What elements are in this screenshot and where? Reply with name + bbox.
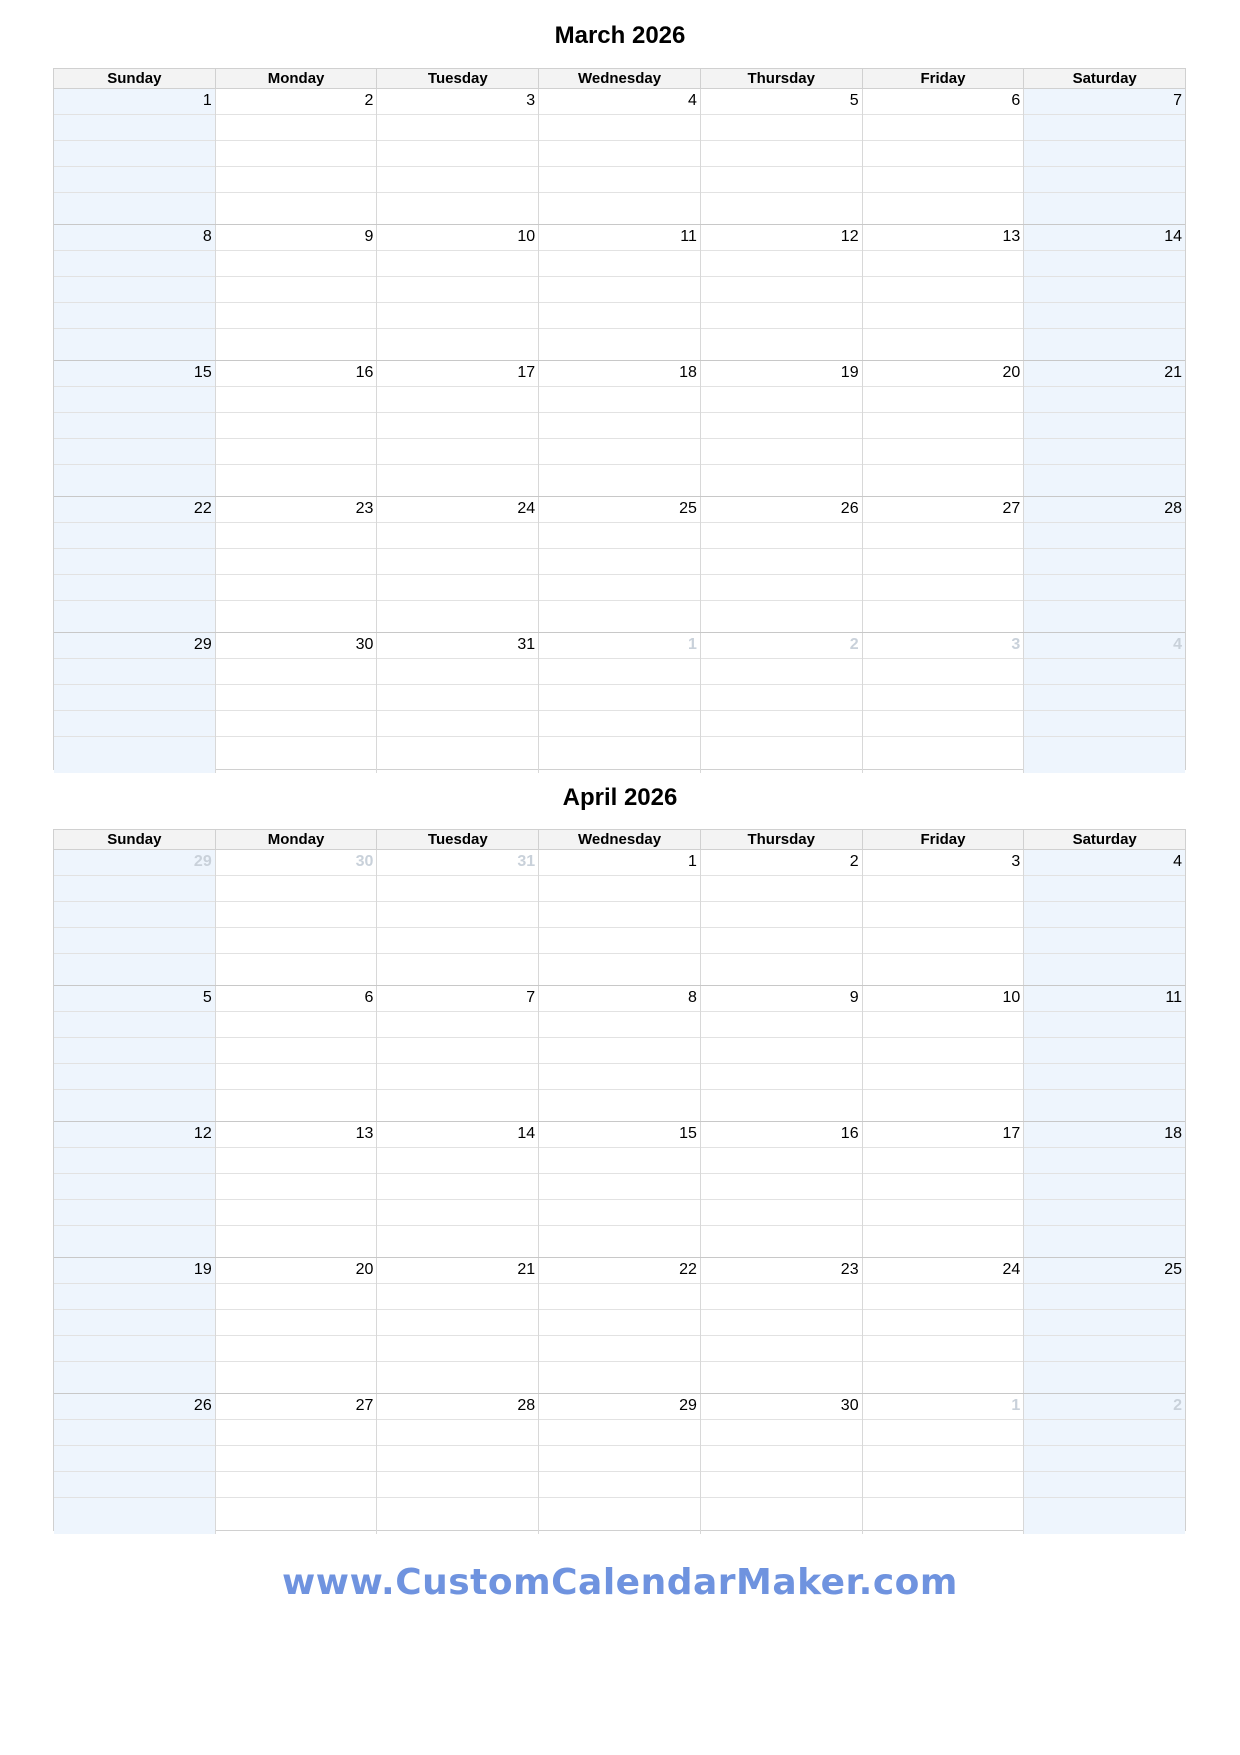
- day-number: 21: [1164, 364, 1183, 381]
- day-cell: [216, 1394, 378, 1534]
- day-number: 8: [687, 989, 697, 1006]
- day-cell: [54, 361, 216, 496]
- day-number: 7: [1173, 92, 1183, 109]
- day-number: 18: [679, 364, 697, 381]
- week-row: [54, 1258, 1185, 1394]
- day-cell: [377, 1122, 539, 1257]
- day-number: 5: [202, 989, 212, 1006]
- day-number: 26: [193, 1397, 212, 1414]
- day-cell: [54, 225, 216, 360]
- day-cell: [216, 850, 378, 985]
- day-number: 15: [193, 364, 212, 381]
- day-cell: [1024, 89, 1185, 224]
- day-number: 31: [517, 853, 536, 870]
- day-cell: [539, 1394, 701, 1534]
- weekday-header: Monday: [216, 69, 378, 88]
- day-number: 2: [364, 92, 374, 109]
- day-number: 23: [840, 1261, 859, 1278]
- day-cell: [863, 497, 1025, 632]
- day-number: 25: [1164, 1261, 1183, 1278]
- day-cell: [863, 225, 1025, 360]
- day-cell: [216, 361, 378, 496]
- day-cell: [377, 986, 539, 1121]
- day-number: 1: [1011, 1397, 1021, 1414]
- day-cell: [216, 225, 378, 360]
- day-cell: [539, 89, 701, 224]
- day-cell: [377, 633, 539, 773]
- day-cell: [54, 850, 216, 985]
- day-cell: [377, 361, 539, 496]
- weekday-header: Thursday: [701, 830, 863, 849]
- day-number: 30: [355, 636, 374, 653]
- day-number: 6: [1011, 92, 1021, 109]
- day-cell: [1024, 986, 1185, 1121]
- day-cell: [863, 986, 1025, 1121]
- day-cell: [539, 225, 701, 360]
- weekday-header: Wednesday: [539, 69, 701, 88]
- day-cell: [863, 361, 1025, 496]
- day-number: 5: [849, 92, 859, 109]
- day-number: 4: [687, 92, 697, 109]
- day-number: 14: [1164, 228, 1183, 245]
- weekday-header: Sunday: [54, 69, 216, 88]
- day-number: 13: [1002, 228, 1021, 245]
- weekday-header: Monday: [216, 830, 378, 849]
- day-number: 3: [1011, 636, 1021, 653]
- day-cell: [701, 986, 863, 1121]
- day-number: 28: [517, 1397, 536, 1414]
- site-logo: www.CustomCalendarMaker.com: [282, 1562, 958, 1603]
- day-number: 16: [355, 364, 374, 381]
- day-cell: [539, 850, 701, 985]
- day-cell: [863, 1394, 1025, 1534]
- day-cell: [216, 89, 378, 224]
- day-cell: [863, 1122, 1025, 1257]
- weekday-header: Saturday: [1072, 70, 1137, 87]
- weekday-header: Friday: [863, 830, 1025, 849]
- day-number: 23: [355, 500, 374, 517]
- month-title: March 2026: [554, 22, 686, 49]
- day-number: 27: [355, 1397, 374, 1414]
- day-cell: [54, 1258, 216, 1393]
- day-number: 1: [202, 92, 212, 109]
- day-cell: [701, 225, 863, 360]
- week-row: [54, 497, 1185, 633]
- weekday-header: Sunday: [54, 830, 216, 849]
- day-number: 22: [679, 1261, 697, 1278]
- day-number: 10: [1002, 989, 1021, 1006]
- day-cell: [701, 1394, 863, 1534]
- week-row: [54, 89, 1185, 225]
- day-cell: [377, 1258, 539, 1393]
- day-cell: [54, 1122, 216, 1257]
- day-cell: [54, 986, 216, 1121]
- day-cell: [377, 497, 539, 632]
- day-number: 29: [193, 636, 212, 653]
- day-number: 7: [526, 989, 536, 1006]
- day-number: 11: [1165, 989, 1183, 1006]
- day-number: 20: [1002, 364, 1021, 381]
- day-cell: [539, 633, 701, 773]
- day-number: 2: [1173, 1397, 1183, 1414]
- day-cell: [377, 89, 539, 224]
- day-cell: [1024, 1394, 1185, 1534]
- week-row: [54, 1122, 1185, 1258]
- day-number: 10: [517, 228, 536, 245]
- day-number: 31: [517, 636, 536, 653]
- weekday-header: Thursday: [701, 69, 863, 88]
- week-row: [54, 225, 1185, 361]
- day-number: 17: [517, 364, 536, 381]
- day-cell: [377, 225, 539, 360]
- day-cell: [701, 1258, 863, 1393]
- day-number: 19: [193, 1261, 212, 1278]
- day-cell: [1024, 225, 1185, 360]
- day-number: 29: [193, 853, 212, 870]
- day-cell: [54, 89, 216, 224]
- day-cell: [216, 1258, 378, 1393]
- weekday-header: Wednesday: [539, 830, 701, 849]
- day-number: 20: [355, 1261, 374, 1278]
- day-number: 1: [687, 636, 697, 653]
- day-number: 22: [193, 500, 212, 517]
- day-number: 2: [849, 636, 859, 653]
- day-number: 30: [840, 1397, 859, 1414]
- day-cell: [1024, 850, 1185, 985]
- day-number: 14: [517, 1125, 536, 1142]
- day-number: 13: [355, 1125, 374, 1142]
- day-cell: [701, 497, 863, 632]
- day-cell: [216, 986, 378, 1121]
- day-number: 27: [1002, 500, 1021, 517]
- week-row: [54, 850, 1185, 986]
- day-number: 2: [849, 853, 859, 870]
- day-number: 12: [840, 228, 859, 245]
- day-cell: [539, 1122, 701, 1257]
- day-number: 4: [1173, 853, 1183, 870]
- day-number: 19: [840, 364, 859, 381]
- day-cell: [1024, 1122, 1185, 1257]
- day-number: 24: [517, 500, 536, 517]
- day-number: 18: [1164, 1125, 1183, 1142]
- day-number: 11: [680, 228, 697, 245]
- day-cell: [1024, 361, 1185, 496]
- day-number: 1: [687, 853, 697, 870]
- day-number: 12: [193, 1125, 212, 1142]
- weekday-header: Tuesday: [377, 830, 539, 849]
- day-number: 3: [526, 92, 536, 109]
- weekday-header-row: [54, 830, 1185, 850]
- day-number: 24: [1002, 1261, 1021, 1278]
- day-cell: [1024, 497, 1185, 632]
- day-cell: [216, 497, 378, 632]
- day-number: 9: [364, 228, 374, 245]
- weekday-header: Tuesday: [377, 69, 539, 88]
- calendar-grid: [53, 68, 1186, 770]
- day-number: 21: [517, 1261, 536, 1278]
- day-cell: [539, 1258, 701, 1393]
- day-cell: [701, 633, 863, 773]
- day-cell: [54, 497, 216, 632]
- day-number: 4: [1173, 636, 1183, 653]
- calendar-grid: [53, 829, 1186, 1531]
- day-cell: [701, 1122, 863, 1257]
- day-cell: [1024, 633, 1185, 773]
- day-cell: [863, 850, 1025, 985]
- day-cell: [377, 1394, 539, 1534]
- day-cell: [54, 633, 216, 773]
- weekday-header: Saturday: [1072, 831, 1137, 848]
- day-number: 6: [364, 989, 374, 1006]
- month-title: April 2026: [562, 784, 678, 811]
- day-cell: [54, 1394, 216, 1534]
- day-cell: [539, 986, 701, 1121]
- day-cell: [539, 361, 701, 496]
- day-number: 15: [679, 1125, 697, 1142]
- day-cell: [863, 633, 1025, 773]
- day-cell: [701, 361, 863, 496]
- weekday-header: Friday: [863, 69, 1025, 88]
- day-cell: [701, 850, 863, 985]
- day-number: 28: [1164, 500, 1183, 517]
- day-number: 16: [840, 1125, 859, 1142]
- weekday-header-row: [54, 69, 1185, 89]
- day-cell: [377, 850, 539, 985]
- day-number: 29: [679, 1397, 697, 1414]
- day-cell: [216, 1122, 378, 1257]
- day-number: 8: [202, 228, 212, 245]
- day-cell: [701, 89, 863, 224]
- day-cell: [863, 89, 1025, 224]
- day-cell: [863, 1258, 1025, 1393]
- day-number: 30: [355, 853, 374, 870]
- day-number: 17: [1002, 1125, 1021, 1142]
- day-number: 3: [1011, 853, 1021, 870]
- week-row: [54, 361, 1185, 497]
- day-cell: [216, 633, 378, 773]
- day-number: 26: [840, 500, 859, 517]
- week-row: [54, 1394, 1185, 1534]
- day-cell: [1024, 1258, 1185, 1393]
- week-row: [54, 986, 1185, 1122]
- week-row: [54, 633, 1185, 773]
- day-number: 9: [849, 989, 859, 1006]
- day-cell: [539, 497, 701, 632]
- day-number: 25: [679, 500, 697, 517]
